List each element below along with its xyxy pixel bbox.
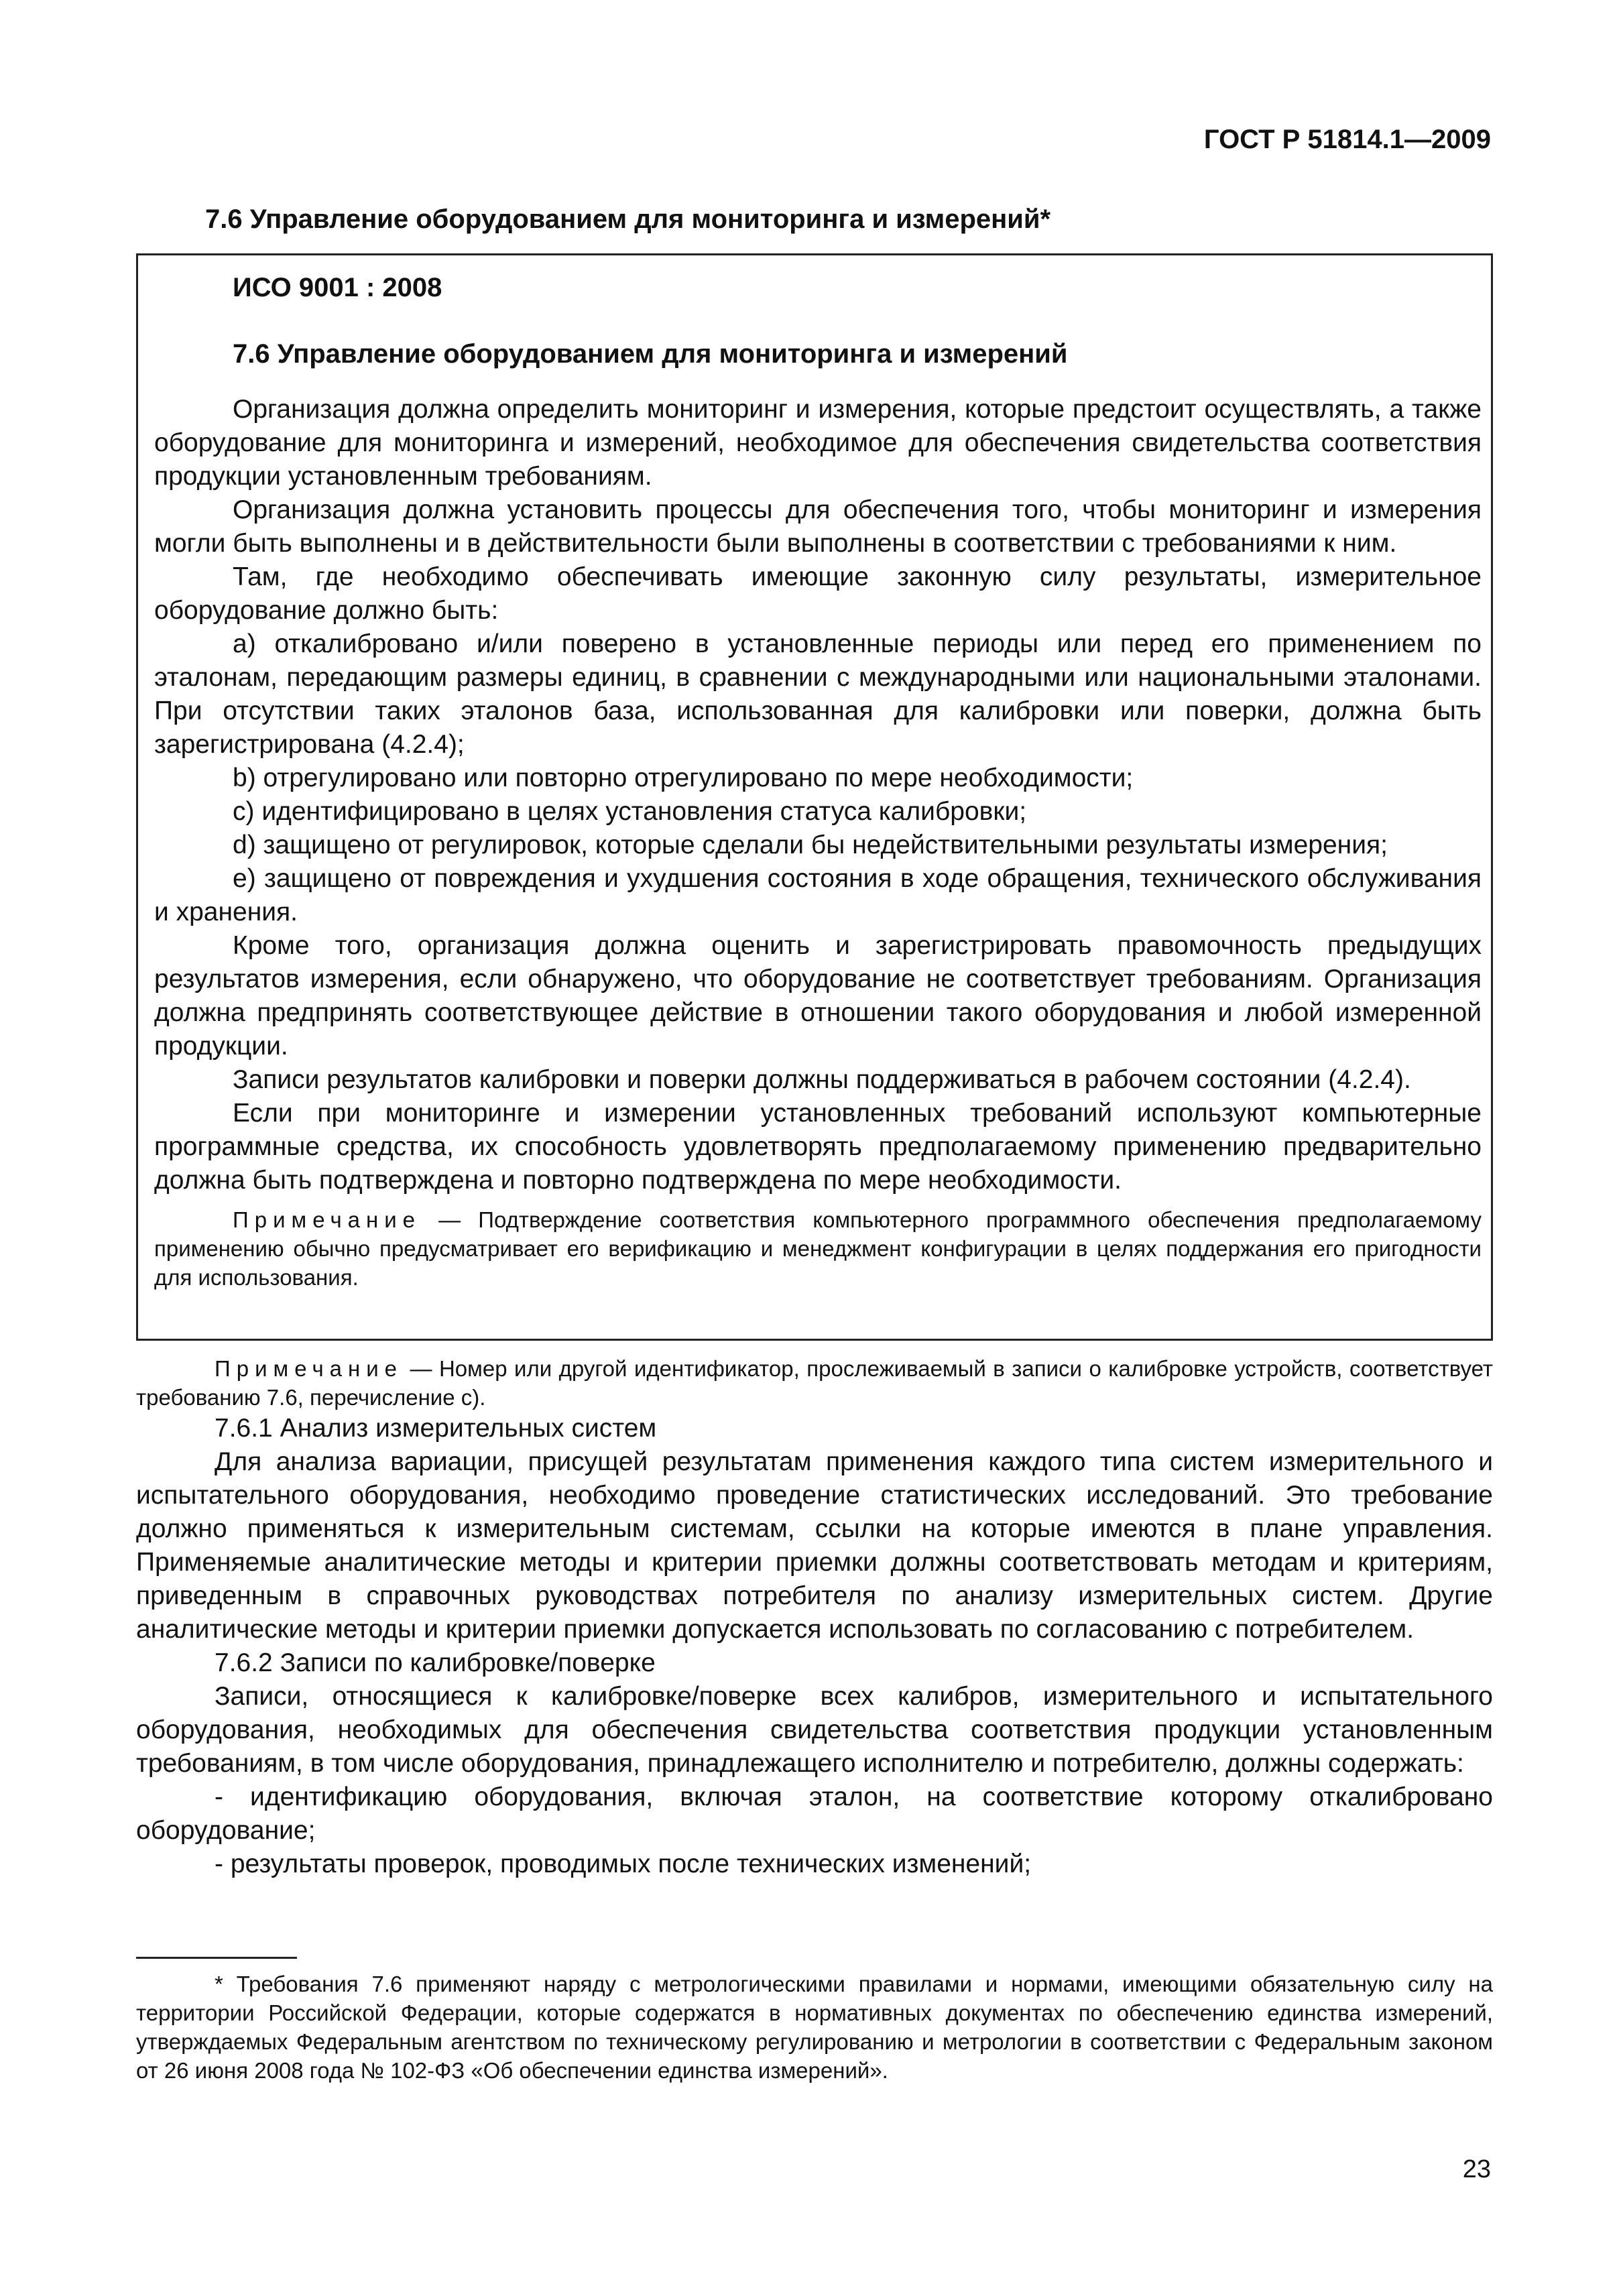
page-number: 23 <box>1462 2155 1491 2183</box>
iso-section-heading: 7.6 Управление оборудованием для мониторинга и измерений <box>233 339 1068 369</box>
paragraph: Там, где необходимо обеспечивать имеющие законную силу результаты, измерительное оборудование должно быть: <box>154 562 1482 625</box>
list-item: d) защищено от регулировок, которые сделали бы недействительными результаты измерения; <box>233 831 1388 859</box>
list-item: b) отрегулировано или повторно отрегулировано по мере необходимости; <box>233 764 1134 792</box>
footnote-text: * Требования 7.6 применяют наряду с метрологическими правилами и нормами, имеющими обязательную силу на территории Российской Федерации, которые содержатся в нормативных документах по обеспечению единства измерений, утверждаемых Федеральным агентством по техническому регулированию и метрологии в соответствии с Федеральным законом от 26 июня 2008 года № 102-ФЗ «Об обеспечении единства измерений». <box>136 1972 1493 2083</box>
document-code: ГОСТ Р 51814.1—2009 <box>1203 125 1491 154</box>
note-label: Примечание <box>233 1207 422 1232</box>
iso-note <box>154 1205 1482 1292</box>
paragraph: Кроме того, организация должна оценить и зарегистрировать правомочность предыдущих результатов измерения, если обнаружено, что оборудование не соответствует требованиям. Организация должна предпринять соответствующее действие в отношении такого оборудования и любой измеренной продукции. <box>154 931 1482 1061</box>
list-item: - результаты проверок, проводимых после технических изменений; <box>215 1850 1032 1878</box>
list-item: e) защищено от повреждения и ухудшения состояния в ходе обращения, технического обслуживания и хранения. <box>154 864 1482 926</box>
subsection-title-7-6-1: 7.6.1 Анализ измерительных систем <box>215 1414 657 1443</box>
main-text <box>136 1354 1493 1881</box>
note-label: Примечание <box>215 1356 404 1381</box>
list-item: - идентификацию оборудования, включая эталон, на соответствие которому откалибровано оборудование; <box>136 1783 1493 1845</box>
paragraph: Организация должна определить мониторинг и измерения, которые предстоит осуществлять, а также оборудование для мониторинга и измерений, необходимое для обеспечения свидетельства соответствия продукции установленным требованиям. <box>154 395 1482 491</box>
main-note <box>136 1354 1493 1412</box>
note-text: — Подтверждение соответствия компьютерного программного обеспечения предполагаемому применению обычно предусматривает его верификацию и менеджмент конфигурации в целях поддержания его пригодности для использования. <box>154 1207 1482 1290</box>
list-item: c) идентифицировано в целях установления статуса калибровки; <box>233 797 1027 826</box>
footnote <box>136 1970 1493 2085</box>
iso-box-body <box>154 393 1482 1292</box>
paragraph: Записи результатов калибровки и поверки должны поддерживаться в рабочем состоянии (4.2.4). <box>233 1065 1411 1094</box>
iso-quote-box <box>136 253 1493 1341</box>
paragraph: Если при мониторинге и измерении установленных требований используют компьютерные программные средства, их способность удовлетворять предполагаемому применению предварительно должна быть подтверждена и повторно подтверждена по мере необходимости. <box>154 1099 1482 1195</box>
footnote-divider <box>136 1957 297 1959</box>
list-item: a) откалибровано и/или поверено в установленные периоды или перед его применением по эталонам, передающим размеры единиц, в сравнении с международными или национальными эталонами. При отсутствии таких эталонов база, использованная для калибровки или поверки, должна быть зарегистрирована (4.2.4); <box>154 629 1482 759</box>
note-text: — Номер или другой идентификатор, прослеживаемый в записи о калибровке устройств, соответствует требованию 7.6, перечисление с). <box>136 1356 1493 1410</box>
iso-standard-label: ИСО 9001 : 2008 <box>233 273 442 302</box>
subsection-title-7-6-2: 7.6.2 Записи по калибровке/поверке <box>215 1648 656 1677</box>
section-title: 7.6 Управление оборудованием для мониторинга и измерений* <box>205 204 1051 234</box>
paragraph: Записи, относящиеся к калибровке/поверке всех калибров, измерительного и испытательного оборудования, необходимых для обеспечения свидетельства соответствия продукции установленным требованиям, в том числе оборудования, принадлежащего исполнителю и потребителю, должны содержать: <box>136 1682 1493 1778</box>
paragraph: Организация должна установить процессы для обеспечения того, чтобы мониторинг и измерения могли быть выполнены и в действительности были выполнены в соответствии с требованиями к ним. <box>154 495 1482 558</box>
paragraph: Для анализа вариации, присущей результатам применения каждого типа систем измерительного и испытательного оборудования, необходимо проведение статистических исследований. Это требование должно применяться к измерительным системам, ссылки на которые имеются в плане управления. Применяемые аналитические методы и критерии приемки должны соответствовать методам и критериям, приведенным в справочных руководствах потребителя по анализу измерительных систем. Другие аналитические методы и критерии приемки допускается использовать по согласованию с потребителем. <box>136 1447 1493 1644</box>
